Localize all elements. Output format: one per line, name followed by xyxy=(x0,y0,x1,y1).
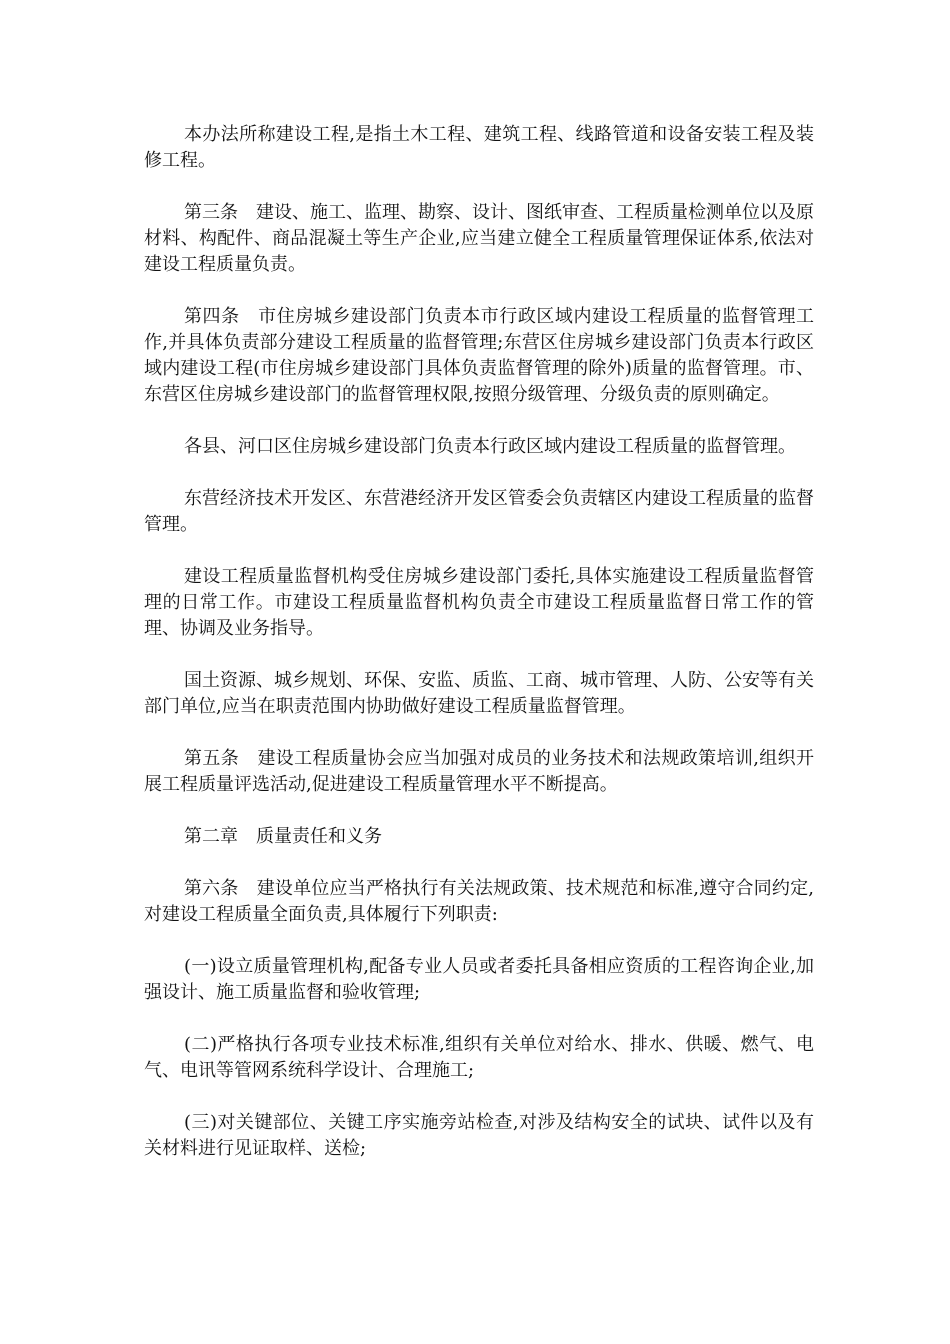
paragraph-article-4: 第四条 市住房城乡建设部门负责本市行政区域内建设工程质量的监督管理工作,并具体负责部分建设工程质量的监督管理;东营区住房城乡建设部门负责本行政区域内建设工程(市住房城乡建设部门具体负责监督管理的除外)质量的监督管理。市、东营区住房城乡建设部门的监督管理权限,按照分级管理、分级负责的原则确定。 xyxy=(144,306,814,405)
list-item-1: (一)设立质量管理机构,配备专业人员或者委托具备相应资质的工程咨询企业,加强设计、施工质量监督和验收管理; xyxy=(144,956,814,1003)
chapter-heading: 第二章 质量责任和义务 xyxy=(184,826,382,847)
paragraph-supervision-agency: 建设工程质量监督机构受住房城乡建设部门委托,具体实施建设工程质量监督管理的日常工作。市建设工程质量监督机构负责全市建设工程质量监督日常工作的管理、协调及业务指导。 xyxy=(144,566,814,639)
list-item-2: (二)严格执行各项专业技术标准,组织有关单位对给水、排水、供暖、燃气、电气、电讯等管网系统科学设计、合理施工; xyxy=(144,1034,814,1081)
paragraph-related-departments: 国土资源、城乡规划、环保、安监、质监、工商、城市管理、人防、公安等有关部门单位,应当在职责范围内协助做好建设工程质量监督管理。 xyxy=(144,670,814,717)
paragraph-article-5: 第五条 建设工程质量协会应当加强对成员的业务技术和法规政策培训,组织开展工程质量评选活动,促进建设工程质量管理水平不断提高。 xyxy=(144,748,814,795)
paragraph-development-zone: 东营经济技术开发区、东营港经济开发区管委会负责辖区内建设工程质量的监督管理。 xyxy=(144,488,814,535)
document-body xyxy=(144,122,814,1188)
paragraph-article-6: 第六条 建设单位应当严格执行有关法规政策、技术规范和标准,遵守合同约定,对建设工程质量全面负责,具体履行下列职责: xyxy=(144,878,814,925)
paragraph-scope: 本办法所称建设工程,是指土木工程、建筑工程、线路管道和设备安装工程及装修工程。 xyxy=(144,124,814,171)
paragraph-county-responsibility: 各县、河口区住房城乡建设部门负责本行政区域内建设工程质量的监督管理。 xyxy=(184,436,796,457)
paragraph-article-3: 第三条 建设、施工、监理、勘察、设计、图纸审查、工程质量检测单位以及原材料、构配件、商品混凝土等生产企业,应当建立健全工程质量管理保证体系,依法对建设工程质量负责。 xyxy=(144,202,814,275)
list-item-3: (三)对关键部位、关键工序实施旁站检查,对涉及结构安全的试块、试件以及有关材料进行见证取样、送检; xyxy=(144,1112,814,1159)
